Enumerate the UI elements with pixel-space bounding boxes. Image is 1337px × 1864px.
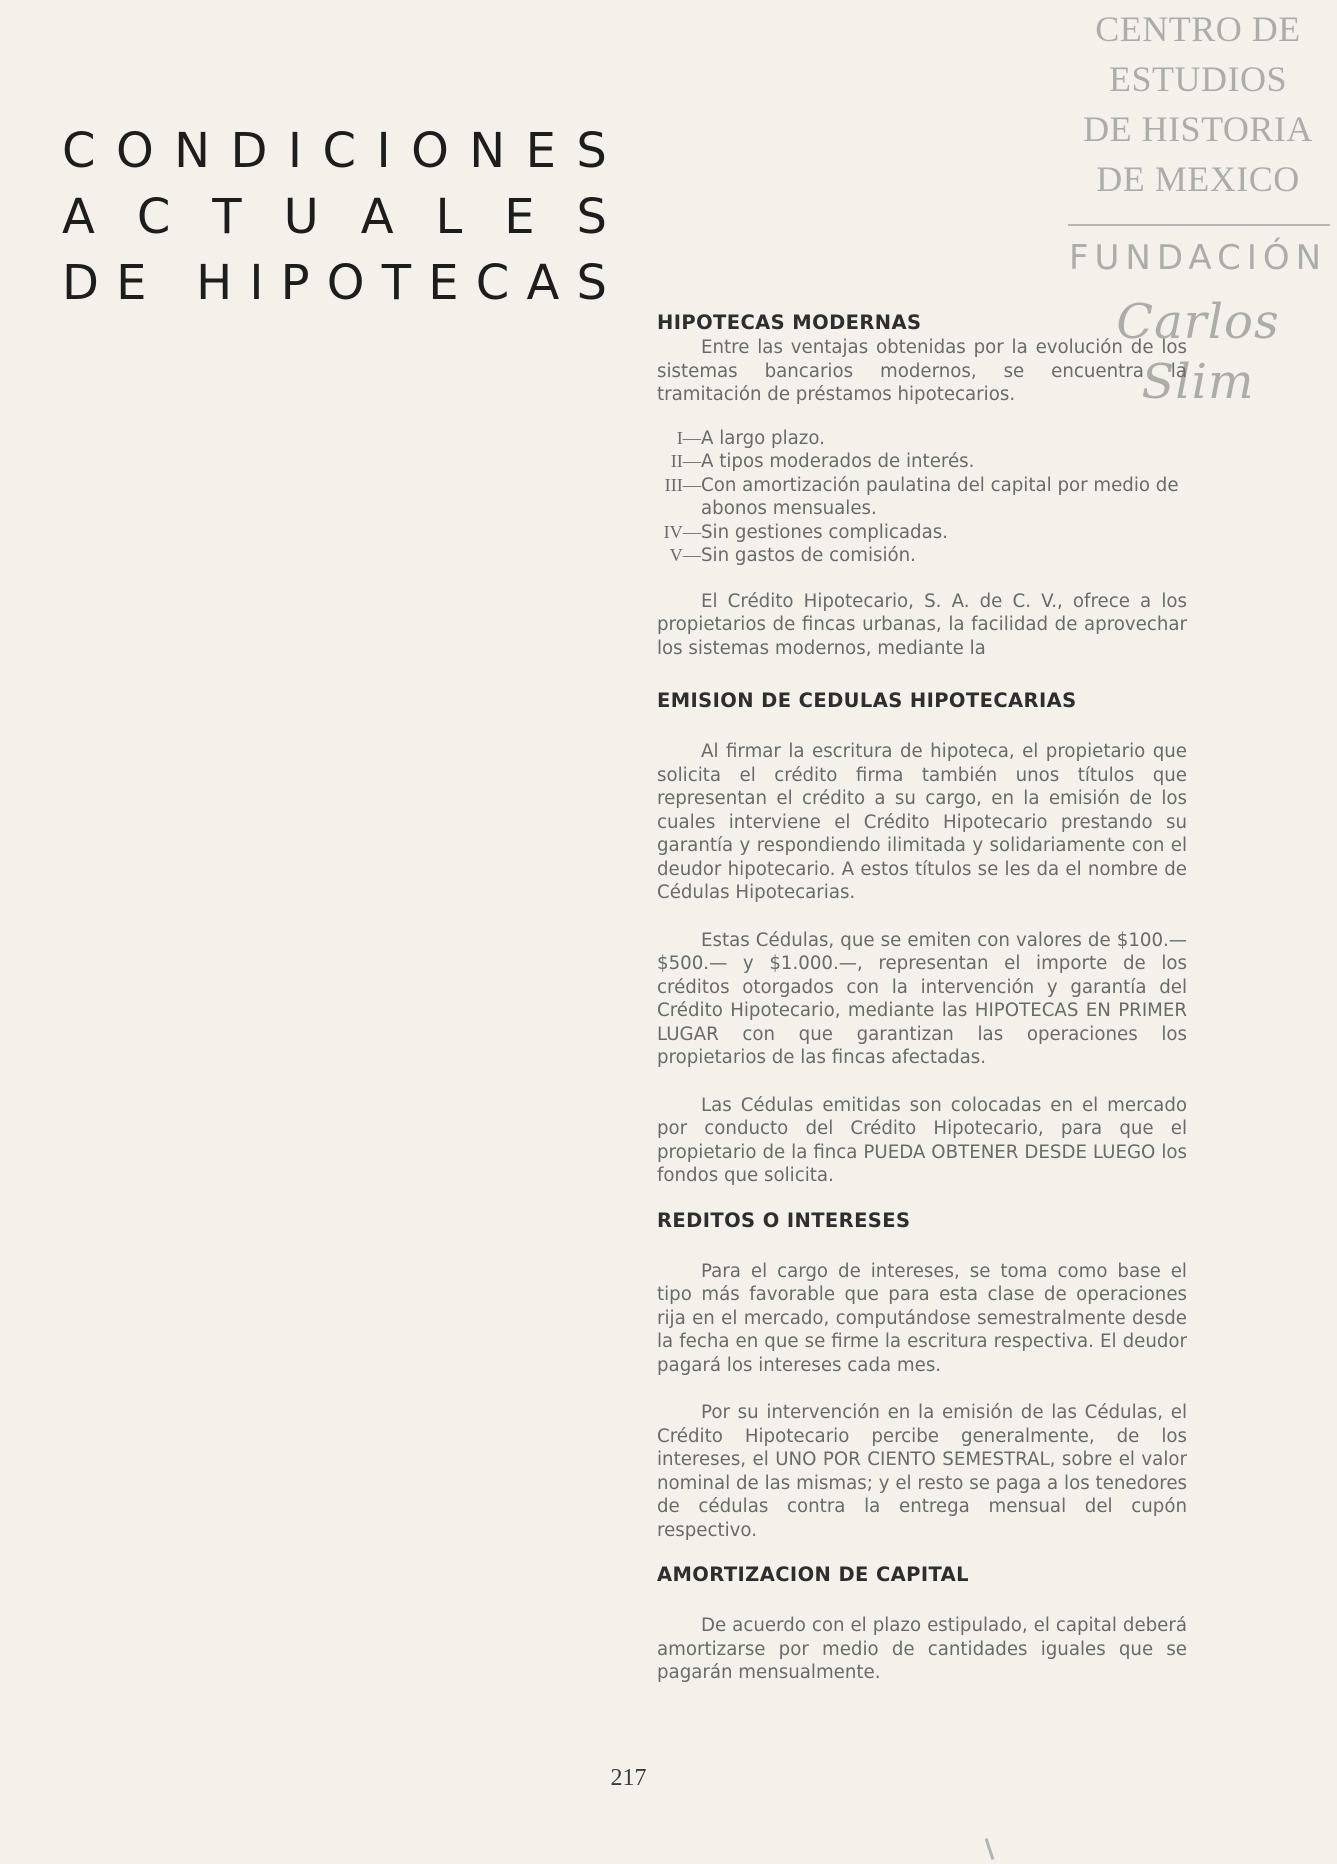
paragraph: Estas Cédulas, que se emiten con valores de $100.— $500.— y $1.000.—, representan el importe de los créditos otorgados con la intervención y garantía del Crédito Hipotecario, mediante las HIPOTECAS EN PRIMER LUGAR con que garantizan las operaciones los propietarios de las fincas afectadas.: [657, 929, 1187, 1068]
title-letter: [164, 250, 179, 316]
paragraph: El Crédito Hipotecario, S. A. de C. V., ofrece a los propietarios de fincas urbanas, la facilidad de aprovechar los sistemas modernos, mediante la: [657, 590, 1187, 659]
title-letter: T: [212, 189, 242, 245]
paragraph: Entre las ventajas obtenidas por la evolución de los sistemas bancarios modernos, se encuentra la tramitación de préstamos hipotecarios.: [657, 337, 1187, 405]
watermark-signature: Carlos Slim: [1116, 294, 1280, 410]
title-letter: D: [62, 255, 99, 311]
title-letter: C: [475, 255, 510, 311]
list-item-text: Sin gastos de comisión.: [701, 545, 916, 566]
page-number: 217: [610, 1765, 647, 1791]
title-letter: H: [196, 255, 233, 311]
paper-mark: [985, 1838, 995, 1860]
section-title-amortizacion: AMORTIZACION DE CAPITAL: [657, 1563, 970, 1586]
title-letter: C: [322, 123, 357, 179]
list-item-text: A tipos moderados de interés.: [701, 451, 975, 472]
list-item: [657, 450, 1187, 474]
title-letter: S: [576, 189, 607, 245]
title-letter: A: [62, 189, 95, 245]
list-item-number: IV—: [663, 521, 701, 542]
watermark-line: DE MEXICO: [1096, 159, 1300, 199]
title-letter: E: [116, 255, 147, 311]
list-item-number: V—: [669, 545, 701, 565]
watermark-fundacion: FUNDACIÓN: [1068, 238, 1328, 278]
benefits-list: [657, 427, 1187, 568]
title-letter: O: [115, 123, 154, 179]
section-title-hipotecas-modernas: HIPOTECAS MODERNAS: [657, 311, 922, 334]
title-letter: E: [428, 255, 459, 311]
title-letter: N: [174, 123, 211, 179]
title-letter: C: [136, 189, 171, 245]
title-letter: C: [62, 123, 96, 179]
paragraph: De acuerdo con el plazo estipulado, el capital deberá amortizarse por medio de cantidades iguales que se pagarán mensualmente.: [657, 1615, 1187, 1683]
paragraph: Al firmar la escritura de hipoteca, el propietario que solicita el crédito firma también unos títulos que representan el crédito a su cargo, en la emisión de los cuales interviene el Crédito Hipotecario prestando su garantía y respondiendo ilimitada y solidariamente con el deudor hipotecario. A estos títulos se les da el nombre de Cédulas Hipotecarias.: [657, 741, 1187, 903]
article-column: [657, 310, 1187, 1685]
watermark-line: CENTRO DE: [1095, 9, 1301, 49]
list-item-number: I—: [676, 427, 701, 448]
title-line-3: [62, 250, 607, 316]
section-title-reditos: REDITOS O INTERESES: [657, 1208, 911, 1232]
title-letter: O: [411, 123, 449, 179]
title-letter: I: [249, 255, 264, 311]
title-letter: I: [287, 123, 303, 179]
list-item: [657, 521, 1187, 545]
watermark-divider: [1068, 224, 1330, 226]
list-item-number: III—: [664, 474, 701, 495]
title-letter: S: [576, 255, 607, 311]
paragraph: Por su intervención en la emisión de las Cédulas, el Crédito Hipotecario percibe generalmente, de los intereses, el UNO POR CIENTO SEMESTRAL, sobre el valor nominal de las mismas; y el resto se paga a los tenedores de cédulas contra la entrega mensual del cupón respectivo.: [657, 1402, 1187, 1541]
title-letter: A: [360, 189, 394, 245]
title-letter: D: [230, 123, 268, 179]
title-letter: O: [326, 255, 365, 311]
paragraph: Las Cédulas emitidas son colocadas en el mercado por conducto del Crédito Hipotecario, para que el propietario de la finca PUEDA OBTENER DESDE LUEGO los fondos que solicita.: [657, 1094, 1187, 1186]
title-letter: A: [526, 255, 560, 311]
list-item: [657, 474, 1187, 521]
list-item: [657, 427, 1187, 451]
title-letter: N: [469, 123, 506, 179]
title-letter: U: [283, 189, 319, 245]
title-letter: P: [280, 255, 310, 311]
title-letter: S: [576, 123, 607, 179]
title-letter: I: [376, 123, 391, 179]
title-letter: E: [504, 189, 535, 245]
list-item-text: Con amortización paulatina del capital por medio de abonos mensuales.: [701, 474, 1179, 519]
section-title-emision: EMISION DE CEDULAS HIPOTECARIAS: [657, 689, 1077, 712]
paragraph: Para el cargo de intereses, se toma como base el tipo más favorable que para esta clase de operaciones rija en el mercado, computándose semestralmente desde la fecha en que se firme la escritura respectiva. El deudor pagará los intereses cada mes.: [657, 1260, 1187, 1376]
list-item-text: A largo plazo.: [701, 427, 825, 449]
title-letter: T: [381, 255, 412, 311]
watermark-line: DE HISTORIA: [1083, 109, 1313, 149]
list-item: [657, 544, 1187, 568]
list-item-text: Sin gestiones complicadas.: [701, 521, 948, 543]
list-item-number: II—: [670, 451, 701, 471]
title-line-2: [62, 184, 607, 250]
title-letter: L: [435, 189, 463, 245]
title-letter: E: [525, 123, 556, 179]
title-line-1: [62, 118, 607, 184]
page-title: [62, 118, 607, 316]
watermark-line: ESTUDIOS: [1108, 59, 1287, 99]
